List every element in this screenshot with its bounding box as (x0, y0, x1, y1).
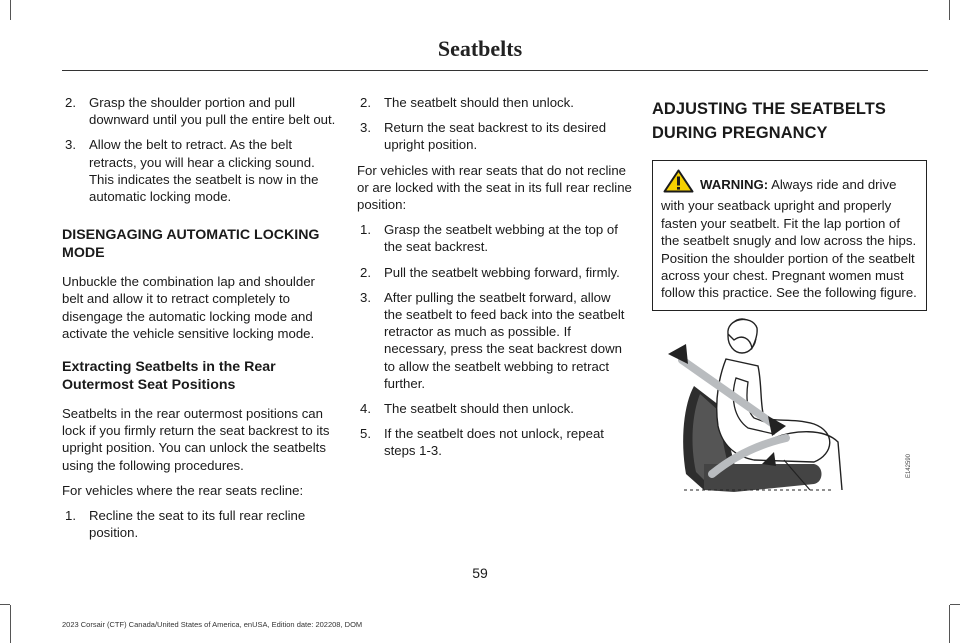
column-2 (357, 94, 632, 468)
page-footer: 2023 Corsair (CTF) Canada/United States of America, enUSA, Edition date: 202208, DOM (62, 620, 363, 629)
list-item (62, 507, 337, 541)
list-item (357, 221, 632, 255)
list-number: 2. (65, 95, 76, 110)
paragraph: For vehicles where the rear seats recline: (62, 482, 304, 498)
paragraph: Unbuckle the combination lap and shoulder belt and allow it to retract completely to disengage the automatic locking mode and activate the vehicle sensitive locking mode. (62, 274, 315, 341)
list-text: The seatbelt should then unlock. (384, 95, 574, 110)
page-number: 59 (472, 565, 488, 581)
list-number: 3. (65, 137, 76, 153)
crop-mark-top-left (10, 0, 11, 20)
list-item (357, 264, 632, 281)
list-number: 2. (360, 264, 371, 280)
list-item (357, 119, 632, 153)
subsection-heading-extracting: Extracting Seatbelts in the Rear Outermost Seat Positions (62, 359, 276, 394)
header-rule (62, 70, 928, 71)
warning-triangle-icon (663, 169, 694, 197)
warning-text: Always ride and drive with your seatback upright and properly fasten your seatbelt. Fit the lap portion of the seatbelt snugly and low across the hips. Position the shoulder portion of the seatbelt across your chest. Pregnant women must follow this practice. See the following figure. (661, 177, 917, 301)
list-number: 3. (360, 120, 371, 136)
list-item (357, 400, 632, 417)
section-heading-pregnancy-line1: ADJUSTING THE SEATBELTS (652, 100, 886, 118)
crop-mark-bottom-left-v (10, 605, 11, 643)
paragraph: For vehicles with rear seats that do not recline or are locked with the seat in its full rear recline position: (357, 162, 632, 213)
list-text: Allow the belt to retract. As the belt retracts, you will hear a clicking sound. This indicates the seatbelt is now in the automatic locking mode. (89, 137, 319, 205)
list-number: 4. (360, 401, 371, 417)
list-item (62, 94, 337, 128)
crop-mark-bottom-right-h (950, 604, 960, 605)
warning-box (652, 160, 927, 311)
list-number: 1. (65, 508, 76, 524)
column-3 (652, 99, 927, 311)
crop-mark-top-right (949, 0, 950, 20)
list-text: Grasp the seatbelt webbing at the top of the seat backrest. (384, 222, 618, 255)
crop-mark-bottom-left-h (0, 604, 10, 605)
paragraph: Seatbelts in the rear outermost positions can lock if you firmly return the seat backrest to its upright position. You can unlock the seatbelts using the following procedures. (62, 406, 330, 473)
list-number: 1. (360, 222, 371, 238)
crop-mark-bottom-right-v (949, 605, 950, 643)
pregnancy-seatbelt-figure (664, 314, 912, 494)
list-text: Grasp the shoulder portion and pull downward until you pull the entire belt out. (89, 95, 336, 128)
list-number: 2. (360, 95, 371, 110)
list-text: Recline the seat to its full rear recline position. (89, 508, 306, 541)
list-number: 5. (360, 426, 371, 442)
list-item (357, 425, 632, 459)
list-text: After pulling the seatbelt forward, allow the seatbelt to feed back into the seatbelt retractor as much as possible. If necessary, press the seat backrest down to allow the seatbelt webbing to retract further. (384, 289, 625, 391)
list-text: Pull the seatbelt webbing forward, firmly. (384, 264, 620, 280)
list-text: Return the seat backrest to its desired upright position. (384, 120, 607, 153)
warning-label: WARNING: (700, 177, 769, 192)
list-number: 3. (360, 289, 371, 305)
list-item (62, 136, 337, 205)
list-item (357, 289, 632, 392)
list-text: If the seatbelt does not unlock, repeat steps 1-3. (384, 426, 604, 459)
section-heading-disengaging: DISENGAGING AUTOMATIC LOCKING MODE (62, 227, 320, 262)
list-text: The seatbelt should then unlock. (384, 401, 574, 417)
figure-code: E142590 (906, 454, 912, 479)
column-1 (62, 94, 337, 549)
section-heading-pregnancy-line2: DURING PREGNANCY (652, 124, 828, 142)
page-header-title: Seatbelts (437, 36, 523, 61)
list-item (357, 94, 632, 111)
